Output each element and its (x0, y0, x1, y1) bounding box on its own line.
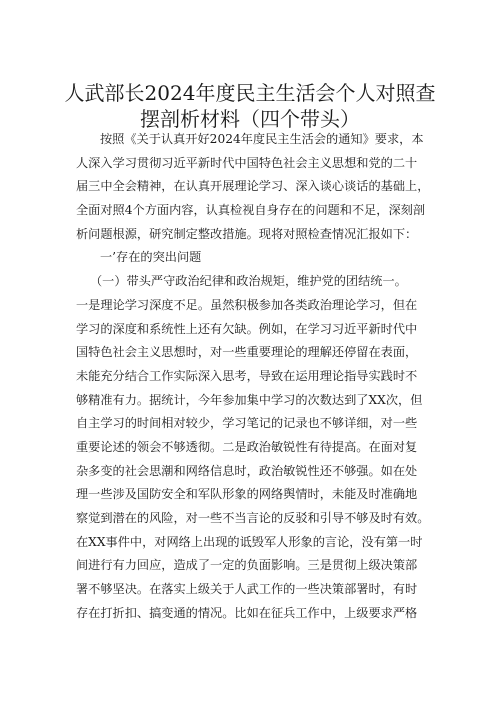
paragraph-line: 全面对照4个方面内容，认真检视自身存在的问题和不足，深刻剖 (76, 203, 426, 218)
paragraph-line: 存在打折扣、搞变通的情况。比如在征兵工作中，上级要求严格 (76, 605, 418, 620)
document-body (76, 128, 436, 625)
paragraph-line: 未能充分结合工作实际深入思考，导致在运用理论指导实践时不 (76, 368, 418, 383)
document-title-line-2: 摆剖析材料（四个带头） (140, 107, 360, 131)
paragraph-line: 届三中全会精神，在认真开展理论学习、深入谈心谈话的基础上， (76, 179, 430, 194)
paragraph-line: 学习的深度和系统性上还有欠缺。例如，在学习习近平新时代中 (76, 321, 418, 336)
paragraph-line: 在XX事件中，对网络上出现的诋毁军人形象的言论，没有第一时 (76, 534, 423, 549)
paragraph-line: 自主学习的时间相对较少，学习笔记的记录也不够详细，对一些 (76, 416, 418, 431)
document-title-line-1: 人武部长2024年度民主生活会个人对照查 (64, 81, 436, 105)
paragraph-line: 一是理论学习深度不足。虽然积极参加各类政治理论学习，但在 (76, 297, 418, 312)
paragraph-line: 察觉到潜在的风险，对一些不当言论的反驳和引导不够及时有效。 (76, 511, 430, 525)
paragraph-line: 国特色社会主义思想时，对一些重要理论的理解还停留在表面， (76, 345, 418, 360)
paragraph-line: 人深入学习贯彻习近平新时代中国特色社会主义思想和党的二十 (76, 155, 418, 170)
subsection-heading: （一）带头严守政治纪律和政治规矩，维护党的团结统一。 (90, 274, 407, 289)
paragraph-line: 理一些涉及国防安全和军队形象的网络舆情时，未能及时准确地 (76, 487, 418, 502)
paragraph-line: 杂多变的社会思潮和网络信息时，政治敏锐性还不够强。如在处 (76, 463, 418, 478)
paragraph-line: 按照《关于认真开好2024年度民主生活会的通知》要求，本 (100, 132, 424, 146)
paragraph-line: 间进行有力回应，造成了一定的负面影响。三是贯彻上级决策部 (76, 558, 418, 573)
paragraph-line: 署不够坚决。在落实上级关于人武工作的一些决策部署时，有时 (76, 582, 418, 597)
paragraph-line: 析问题根源，研究制定整改措施。现将对照检查情况汇报如下： (76, 226, 418, 241)
section-heading: 一’存在的突出问题 (100, 250, 202, 265)
paragraph-line: 够精准有力。据统计，今年参加集中学习的次数达到了XX次，但 (76, 392, 423, 407)
paragraph-line: 重要论述的领会不够透彻。二是政治敏锐性有待提高。在面对复 (76, 439, 418, 454)
